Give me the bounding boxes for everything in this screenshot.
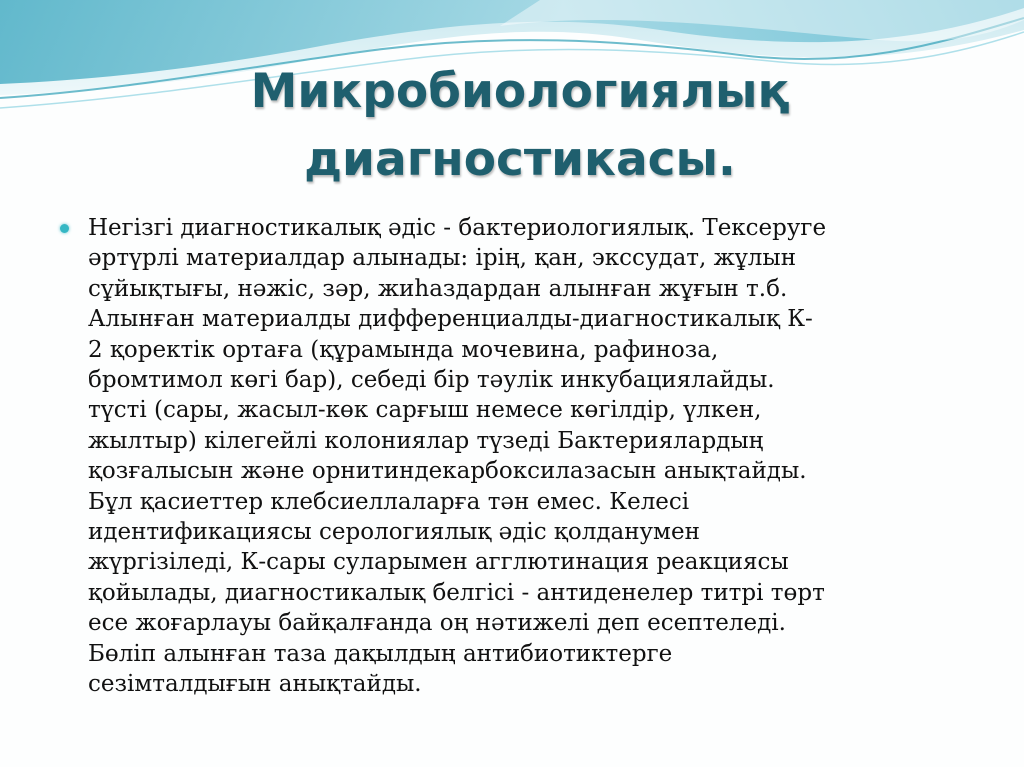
text-line: Алынған материалды дифференциалды-диагностикалық К- bbox=[88, 306, 813, 333]
text-line: Бөліп алынған таза дақылдың антибиотиктерге bbox=[88, 640, 673, 667]
slide-content bbox=[60, 213, 990, 700]
text-line: сұйықтығы, нәжіс, зәр, жиһаздардан алынған жұғын т.б. bbox=[88, 275, 788, 302]
text-line: сезімталдығын анықтайды. bbox=[88, 671, 422, 698]
text-line: бромтимол көгі бар), себеді бір тәулік инкубациялайды. bbox=[88, 367, 775, 394]
title-line: Микробиологиялық bbox=[250, 64, 790, 119]
text-line: Бұл қасиеттер клебсиеллаларға тән емес. Келесі bbox=[88, 488, 690, 515]
bullet-text bbox=[88, 213, 990, 700]
text-line: жылтыр) кілегейлі колониялар түзеді Бактериялардың bbox=[88, 427, 764, 454]
text-line: жүргізіледі, К-сары суларымен агглютинация реакциясы bbox=[88, 549, 789, 576]
slide-title bbox=[140, 58, 900, 194]
text-line: идентификациясы серологиялық әдіс қолданумен bbox=[88, 519, 700, 546]
title-line: диагностикасы. bbox=[304, 132, 736, 187]
text-line: қойылады, диагностикалық белгісі - антиденелер титрі төрт bbox=[88, 579, 825, 606]
bullet-dot-icon bbox=[60, 224, 69, 233]
text-line: 2 қоректік ортаға (құрамында мочевина, рафиноза, bbox=[88, 336, 719, 363]
text-line: әртүрлі материалдар алынады: ірің, қан, экссудат, жұлын bbox=[88, 245, 797, 272]
text-line: қозғалысын және орнитиндекарбоксилазасын анықтайды. bbox=[88, 458, 807, 485]
text-line: түсті (сары, жасыл-көк сарғыш немесе көгілдір, үлкен, bbox=[88, 397, 762, 424]
text-line: Негізгі диагностикалық әдіс - бактериологиялық. Тексеруге bbox=[88, 215, 827, 241]
bullet-item bbox=[60, 213, 990, 700]
text-line: есе жоғарлауы байқалғанда оң нәтижелі деп есептеледі. bbox=[88, 610, 786, 637]
